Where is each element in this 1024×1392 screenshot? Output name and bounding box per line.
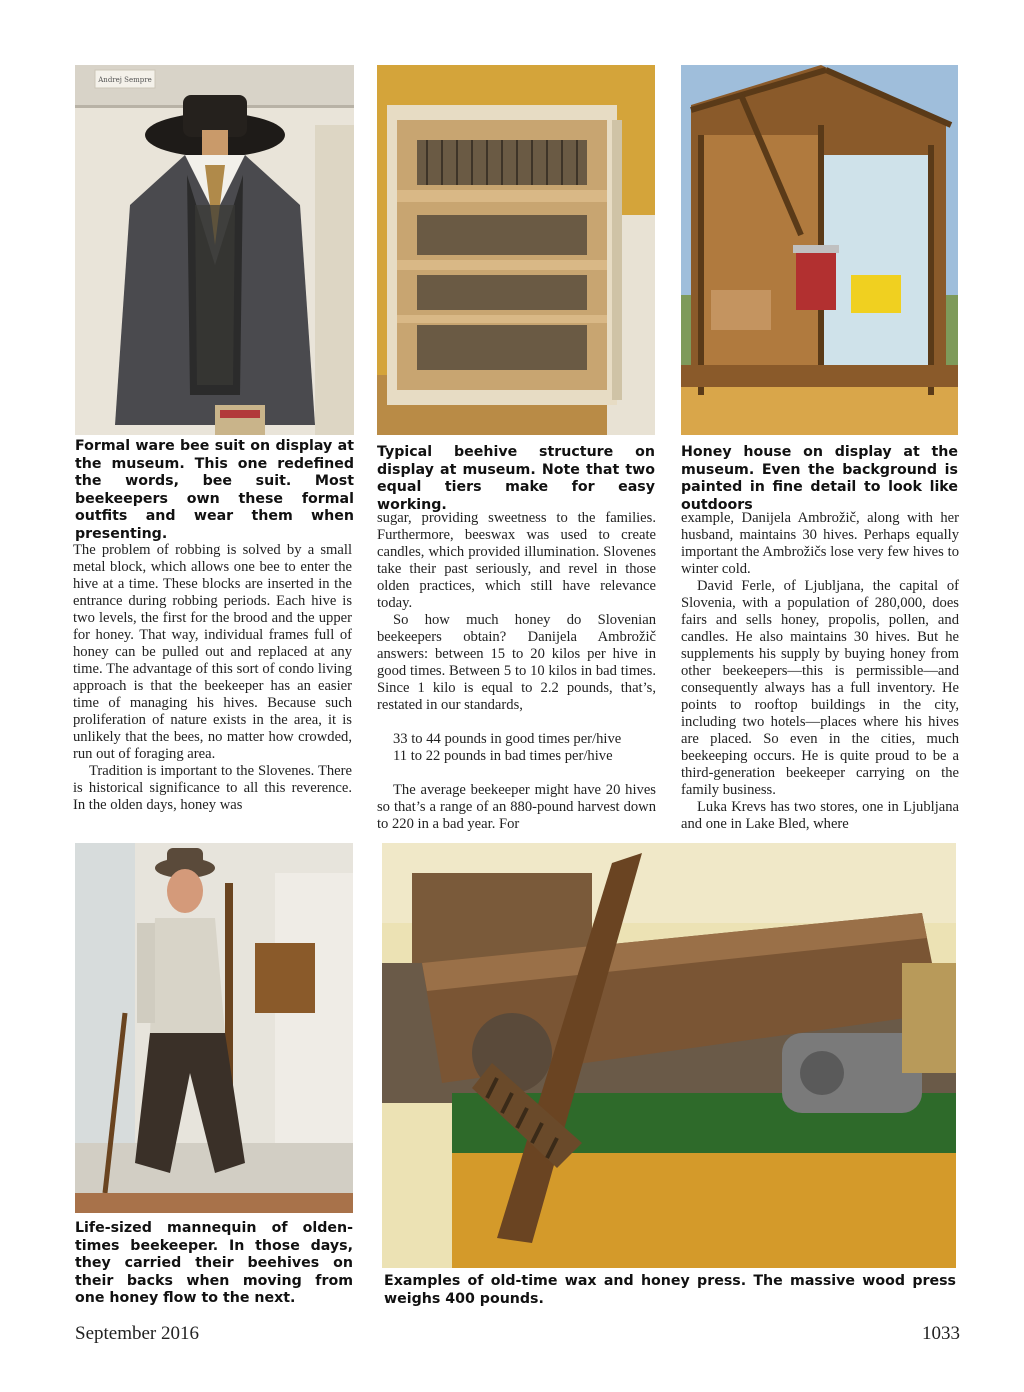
honey-yield-line: 11 to 22 pounds in bad times per/hive [393,748,613,764]
article-column-3 [681,510,959,833]
bee-suit-caption: Formal ware bee suit on display at the museum. This one redefined the words, bee suit. Most beekeepers own these formal outfits and wear them when presenting. [75,438,354,542]
paragraph: Luka Krevs has two stores, one in Ljubljana and one in Lake Bled, where [681,799,959,832]
honey-house-photo [681,65,958,435]
paragraph: David Ferle, of Ljubljana, the capital of Slovenia, with a population of 280,000, does fairs and sells honey, propolis, pollen, and candles. He also maintains 30 hives. But he supplements his supply by buying honey from other beekeepers—this is permissible—and consequently always has a full inventory. He points to rooftop buildings in the city, including two hotels—places where his hives are placed. So even in the cities, much beekeeping occurs. He is quite proud to be a third-generation beekeeper carrying on the family business. [681,578,959,798]
honey-yield-line: 33 to 44 pounds in good times per/hive [393,731,622,747]
honey-press-photo [382,843,956,1268]
issue-date: September 2016 [75,1323,200,1344]
mannequin-caption: Life-sized mannequin of olden-times beekeeper. In those days, they carried their beehives on their backs when moving from one honey flow to the next. [75,1220,353,1306]
photo-tag-label: Andrej Sempre [98,76,152,84]
paragraph: sugar, providing sweetness to the families. Furthermore, beeswax was used to create candles, which provided illumination. Slovenes take their past seriously, and revel in those olden practices, which still have relevance today. [377,510,656,611]
mannequin-photo [75,843,353,1213]
beehive-caption: Typical beehive structure on display at museum. Note that two equal tiers make for easy working. [377,444,655,513]
article-column-1 [73,542,352,814]
paragraph: Tradition is important to the Slovenes. There is historical significance to all this reverence. In the olden days, honey was [73,763,352,813]
paragraph: The problem of robbing is solved by a small metal block, which allows one bee to enter the hive at a time. These blocks are inserted in the entrance during robbing periods. Each hive is two levels, the first for the brood and the upper for honey. That way, individual frames full of honey can be pulled out and replaced at any time. The advantage of this sort of condo living approach is that the beekeeper has an easier time of managing his hives. Because such proliferation of nature exists in the area, it is unlikely that the bees, no matter how crowded, run out of foraging area. [73,542,352,762]
paragraph: The average beekeeper might have 20 hives so that’s a range of an 880-pound harvest down to 220 in a bad year. For [377,782,656,832]
beehive-photo [377,65,655,435]
bee-suit-photo [75,65,354,435]
article-column-2 [377,510,656,833]
honey-press-caption: Examples of old-time wax and honey press. The massive wood press weighs 400 pounds. [384,1273,956,1307]
paragraph: example, Danijela Ambrožič, along with her husband, maintains 30 hives. Perhaps equally important the Ambrožičs lose very few hives to winter cold. [681,510,959,577]
honey-house-caption: Honey house on display at the museum. Even the background is painted in fine detail to look like outdoors [681,444,958,513]
page-number: 1033 [922,1323,960,1344]
paragraph: So how much honey do Slovenian beekeepers obtain? Danijela Ambrožič answers: between 15 to 20 kilos per hive in good times. Between 5 to 10 kilos in bad times. Since 1 kilo is equal to 2.2 pounds, that’s, restated in our standards, [377,612,656,713]
